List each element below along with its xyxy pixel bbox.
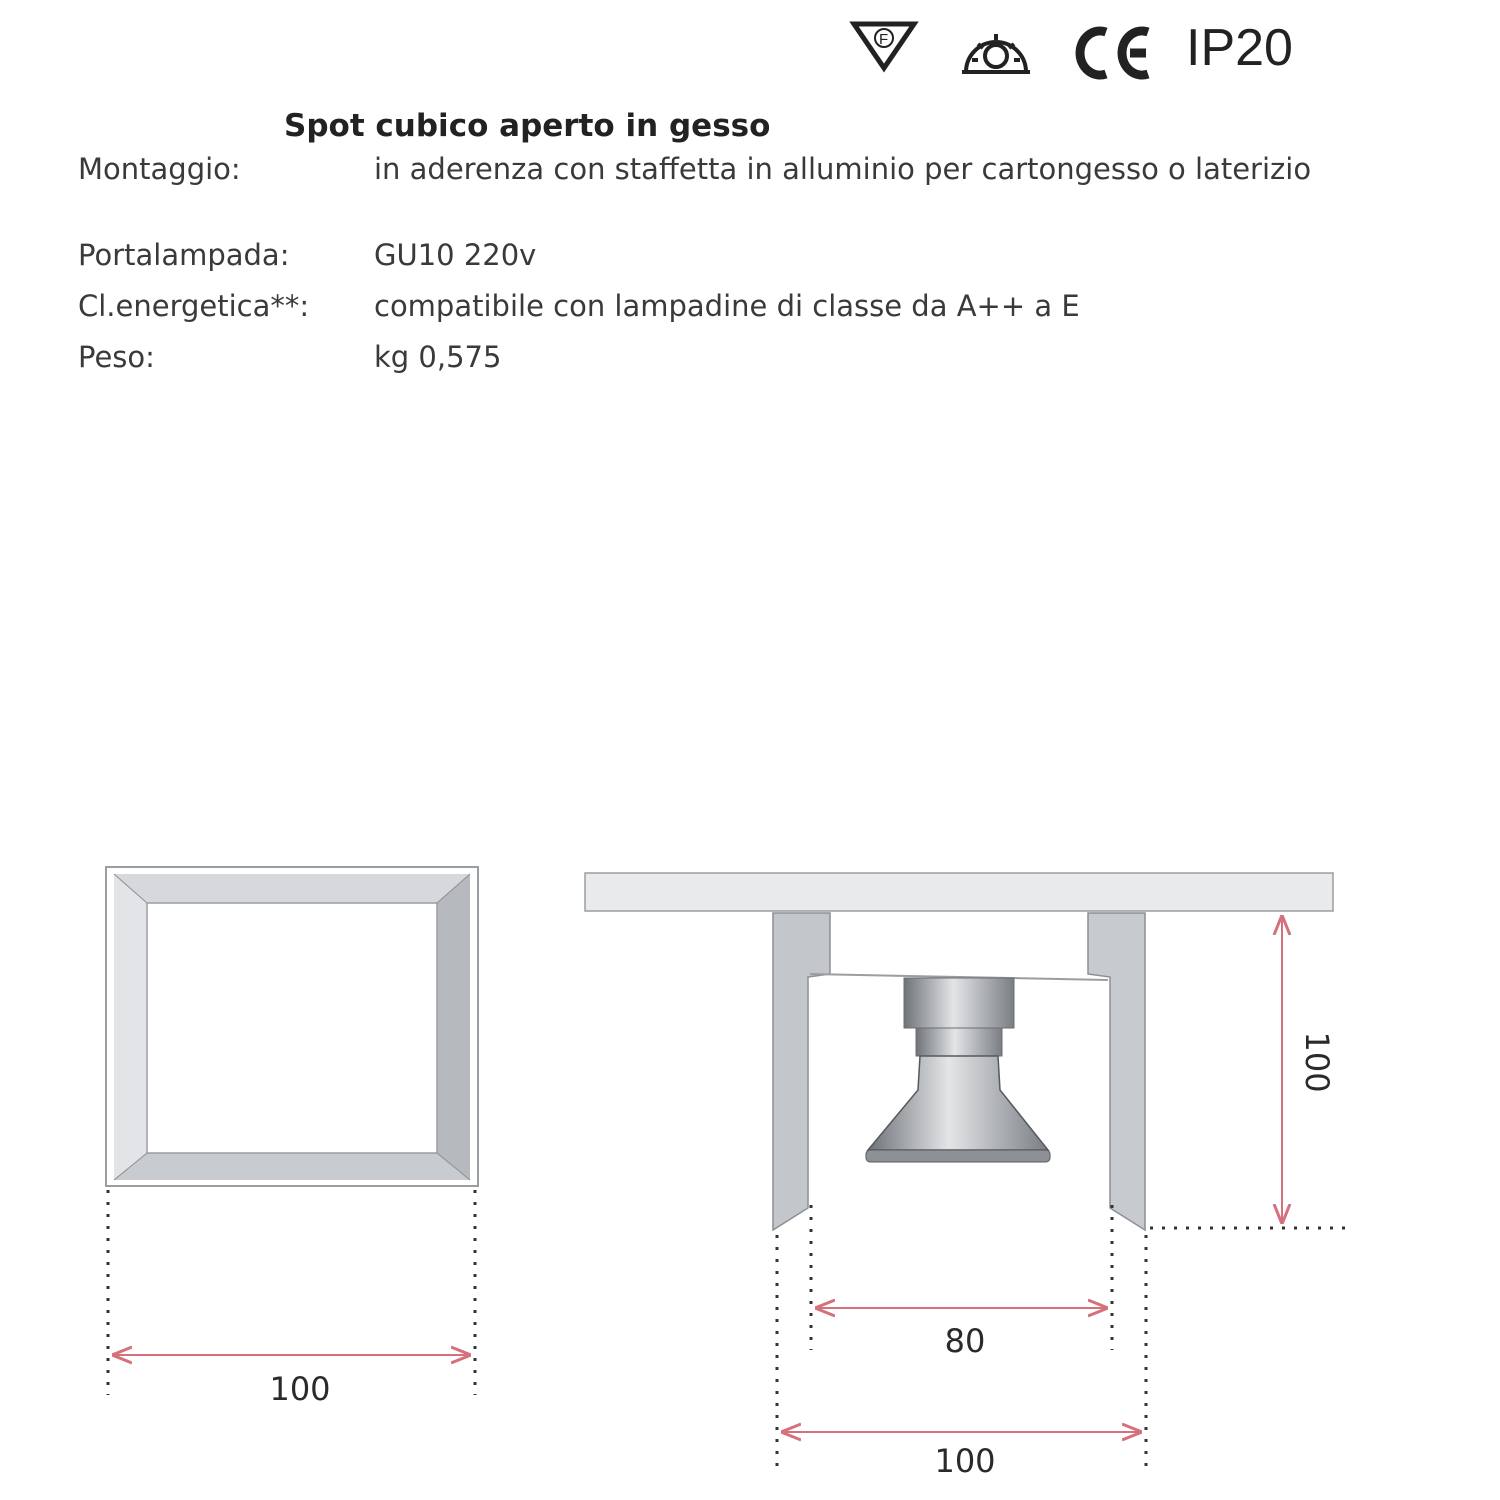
spec-value: GU10 220v <box>374 238 537 272</box>
spec-label: Peso: <box>78 340 155 374</box>
ip-rating-label: IP20 <box>1186 19 1293 77</box>
front-view-frame <box>106 867 478 1186</box>
product-title: Spot cubico aperto in gesso <box>284 108 771 144</box>
spec-value: compatibile con lampadine di classe da A++ a E <box>374 289 1080 323</box>
svg-text:F: F <box>879 31 889 48</box>
spec-value: in aderenza con staffetta in alluminio per cartongesso o laterizio <box>374 152 1312 186</box>
front-width-dimension <box>108 1190 475 1408</box>
height-label: 100 <box>1298 1031 1336 1093</box>
height-dimension <box>1150 915 1345 1228</box>
spec-value: kg 0,575 <box>374 340 502 374</box>
spec-label: Montaggio: <box>78 152 241 186</box>
spec-label: Portalampada: <box>78 238 290 272</box>
outer-width-label: 100 <box>934 1442 996 1480</box>
inner-width-dimension <box>811 1205 1112 1360</box>
spec-label: Cl.energetica**: <box>78 289 310 323</box>
gu10-bulb-illustration <box>866 978 1050 1162</box>
front-width-label: 100 <box>269 1370 331 1408</box>
inner-width-label: 80 <box>944 1322 986 1360</box>
side-section-view <box>585 873 1333 1230</box>
